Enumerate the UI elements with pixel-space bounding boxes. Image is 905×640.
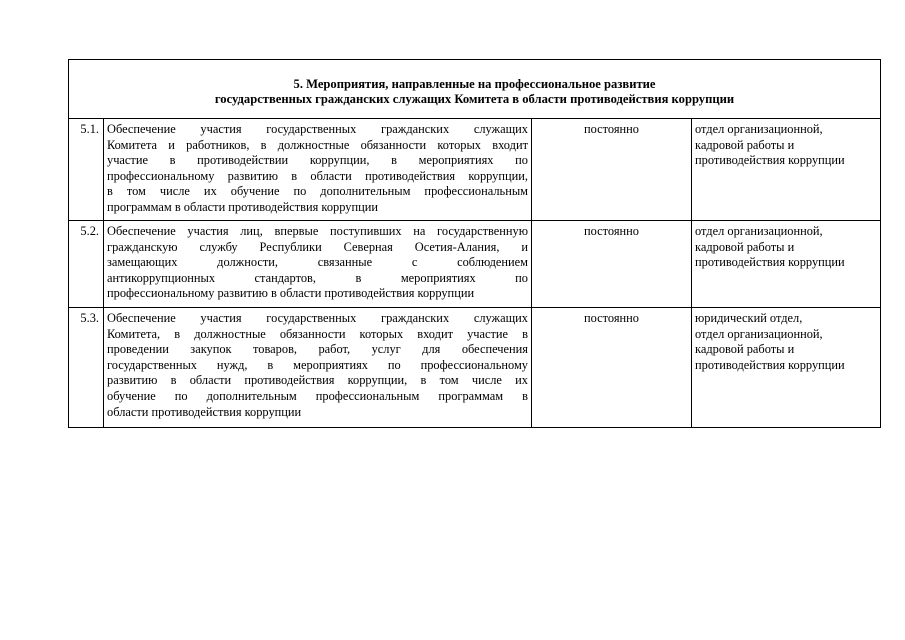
description-line: профессиональному развитию в области противодействия коррупции, [107,168,528,183]
description-line: Обеспечение участия государственных гражданских служащих [107,122,528,136]
measure-description [104,308,532,428]
description-line: антикоррупционных стандартов, в мероприятиях по [107,270,528,285]
responsible-line: кадровой работы и [695,239,795,254]
responsible-cell [692,308,881,428]
description-line: Комитета, в должностные обязанности которых входит участие в [107,326,528,341]
description-line: области противодействия коррупции [107,404,302,419]
responsible-line: отдел организационной, [695,122,823,136]
measures-table [68,59,881,428]
description-line: в том числе их обучение по дополнительным профессиональным [107,184,528,199]
measure-description [104,119,532,221]
description-line: участие в противодействии коррупции, в мероприятиях по [107,153,528,168]
section-title-line-1: 5. Мероприятия, направленные на профессиональное развитие [293,77,656,91]
description-line: проведении закупок товаров, работ, услуг для обеспечения [107,342,528,357]
responsible-line: кадровой работы и [695,342,795,357]
term-cell: постоянно [532,308,692,428]
row-number: 5.3. [69,308,104,428]
responsible-line: противодействия коррупции [695,357,845,372]
responsible-cell [692,119,881,221]
description-line: программам в области противодействия коррупции [107,199,378,214]
description-line: гражданскую службу Республики Северная Осетия-Алания, и [107,239,528,254]
description-line: развитию в области противодействия коррупции, в том числе их [107,373,528,388]
table-row [69,119,881,221]
row-number: 5.2. [69,221,104,308]
description-line: Обеспечение участия государственных гражданских служащих [107,311,528,325]
responsible-line: противодействия коррупции [695,255,845,270]
responsible-line: отдел организационной, [695,224,823,238]
description-line: замещающих должности, связанные с соблюдением [107,255,528,270]
section-header-cell [69,60,881,119]
description-line: Комитета и работников, в должностные обязанности которых входит [107,137,528,152]
section-title [69,60,880,107]
responsible-line: противодействия коррупции [695,153,845,168]
responsible-line: отдел организационной, [695,326,823,341]
table-row [69,308,881,428]
term-cell: постоянно [532,119,692,221]
responsible-line: кадровой работы и [695,137,795,152]
section-header-row [69,60,881,119]
description-line: обучение по дополнительным профессиональным программам в [107,388,528,403]
section-title-line-2: государственных гражданских служащих Комитета в области противодействия коррупции [214,92,735,106]
responsible-line: юридический отдел, [695,311,803,325]
term-cell: постоянно [532,221,692,308]
responsible-cell [692,221,881,308]
table-row [69,221,881,308]
measure-description [104,221,532,308]
description-line: государственных нужд, в мероприятиях по профессиональному [107,357,528,372]
description-line: Обеспечение участия лиц, впервые поступивших на государственную [107,224,528,238]
description-line: профессиональному развитию в области противодействия коррупции [107,286,475,301]
row-number: 5.1. [69,119,104,221]
